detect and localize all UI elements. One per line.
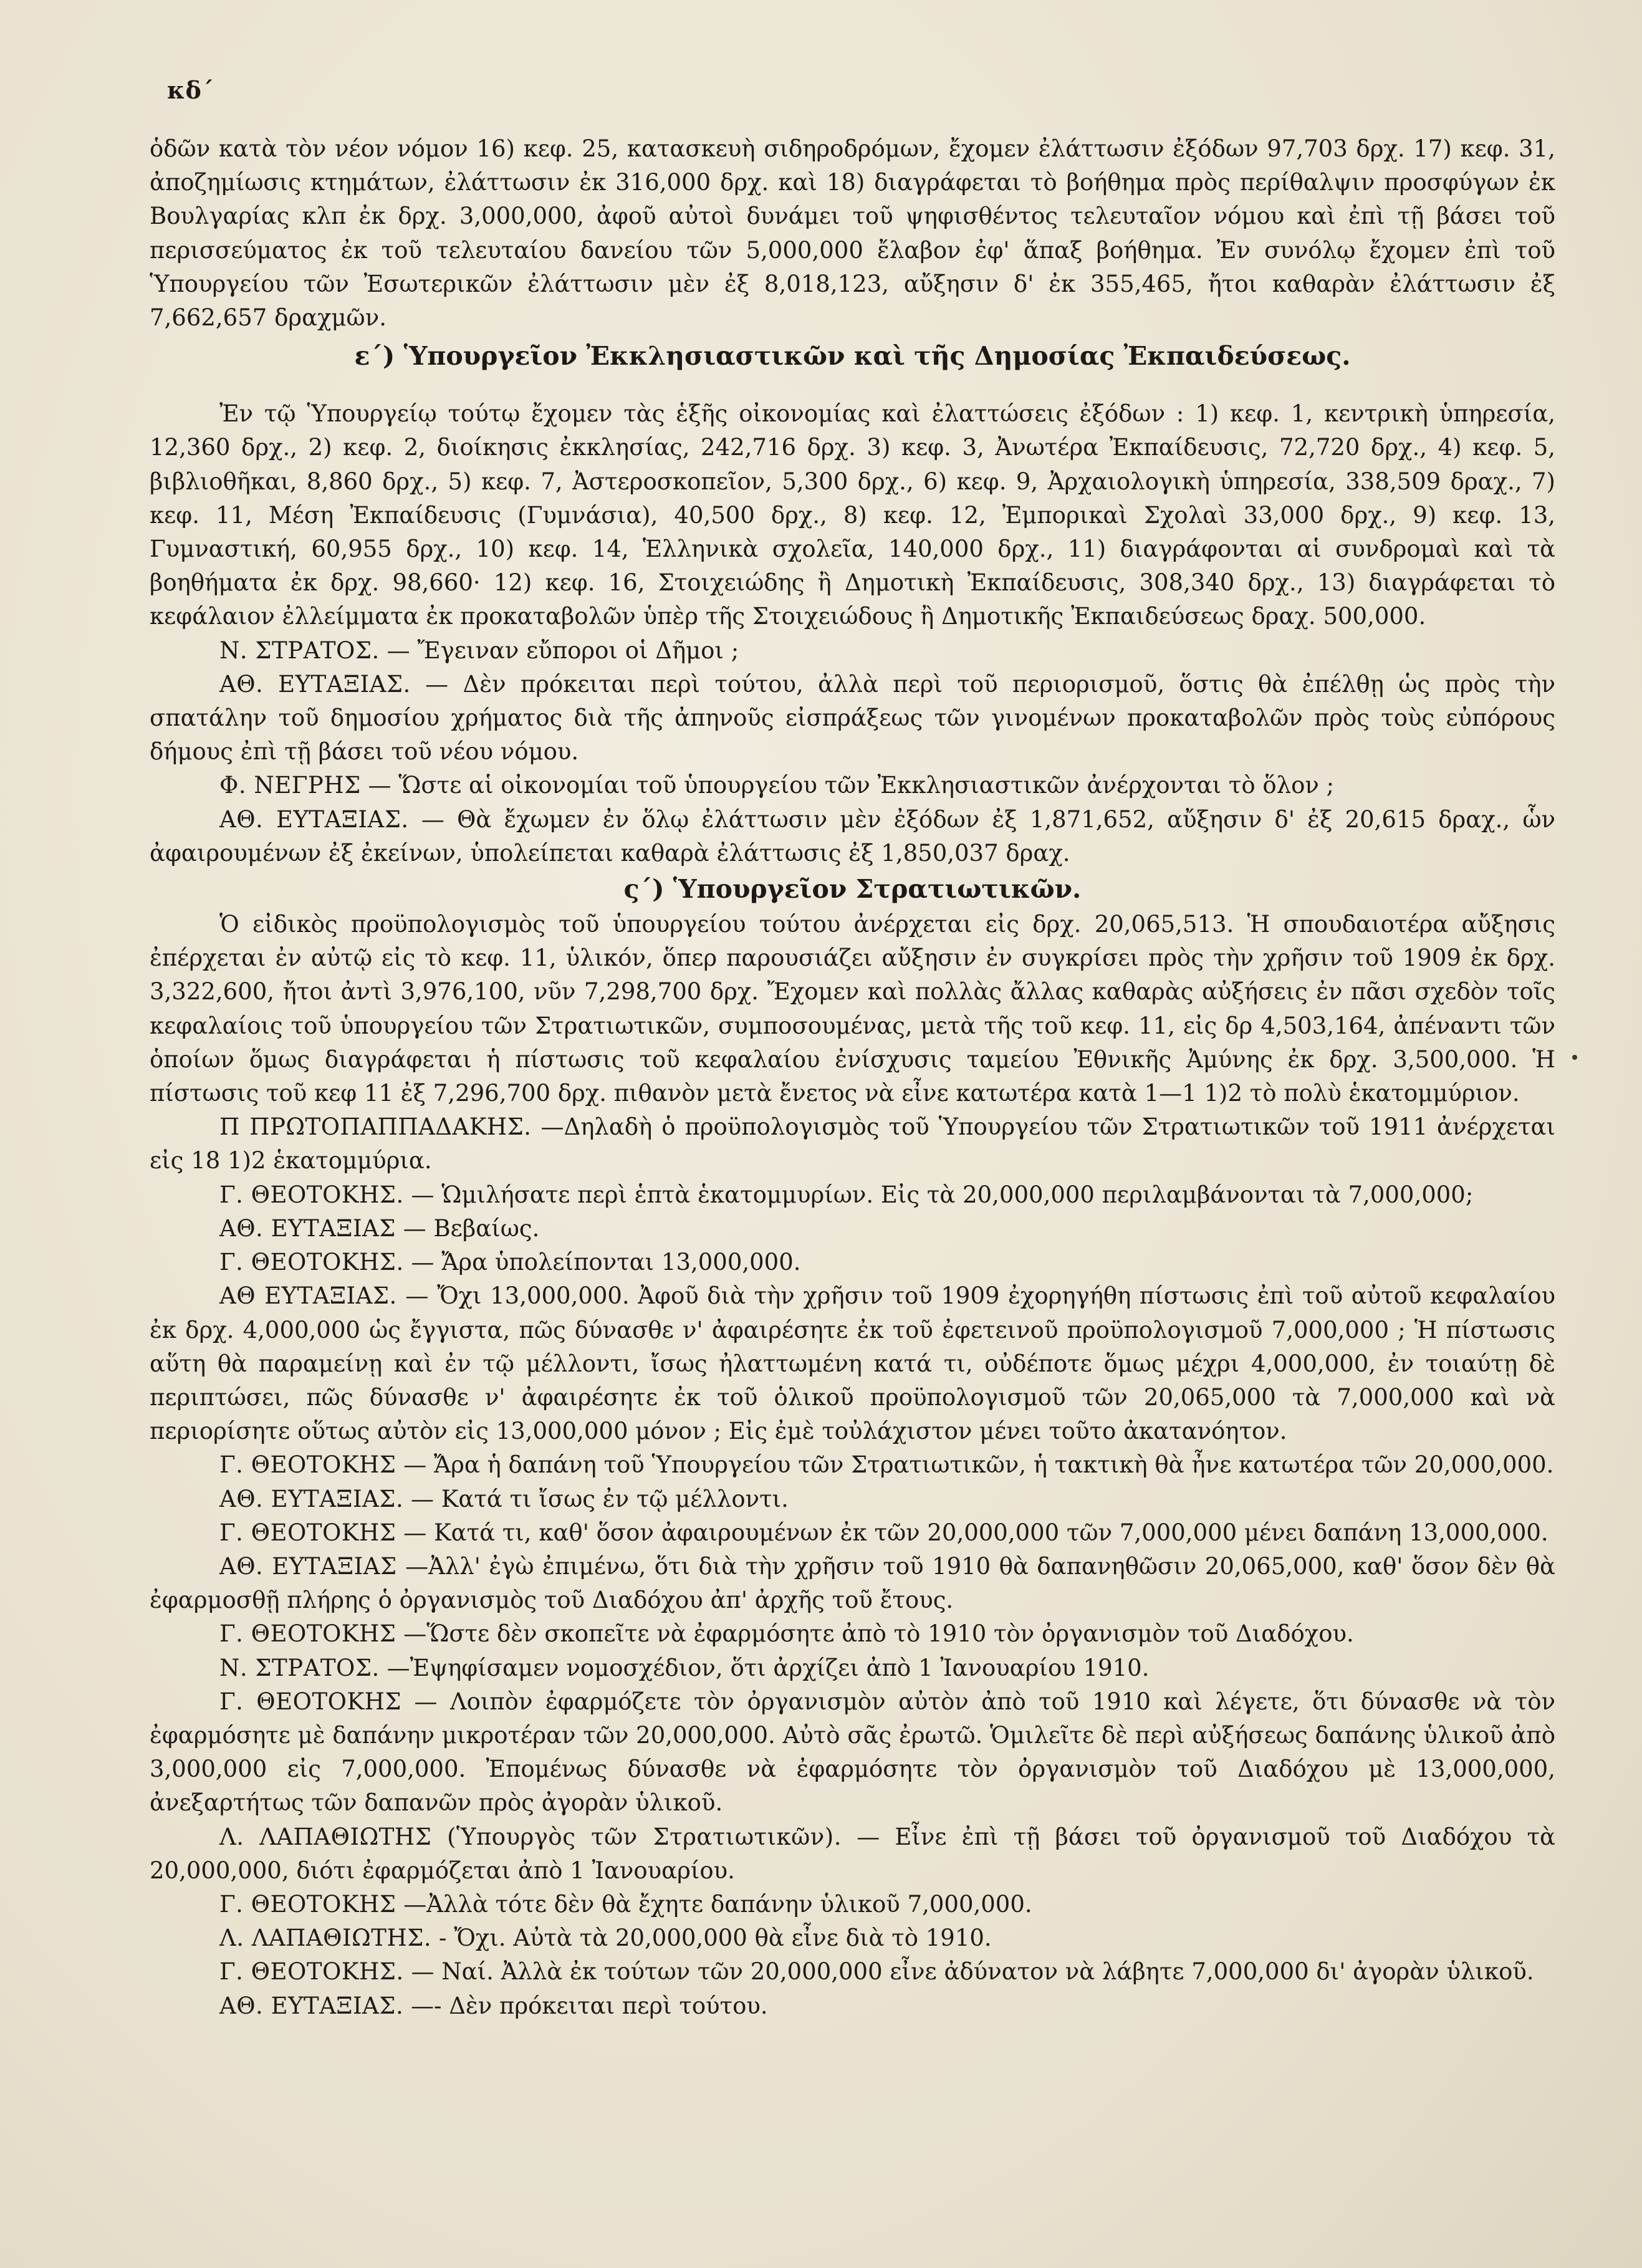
speaker-name: Γ. ΘΕΟΤΟΚΗΣ <box>219 1890 396 1918</box>
speech-text: — Βεβαίως. <box>403 1214 540 1242</box>
speech-text: — Ἄρα ὑπολείπονται 13,000,000. <box>411 1249 801 1276</box>
section-e-heading: ε΄) Ὑπουργεῖον Ἐκκλησιαστικῶν καὶ τῆς Δημοσίας Ἐκπαιδεύσεως. <box>354 341 1351 372</box>
speech <box>150 1516 1555 1550</box>
speech-text: — Δὲν πρόκειται περὶ τούτου, ἀλλὰ περὶ τοῦ περιορισμοῦ, ὅστις θὰ ἐπέλθῃ ὡς πρὸς τὴν σπατάλην τοῦ δημοσίου χρήματος διὰ τῆς ἀπηνοῦς εἰσπράξεως τῶν γινομένων προκαταβολῶν πρὸς τοὺς εὐπόρους δήμους ἐπὶ τῇ βάσει τοῦ νέου νόμου. <box>150 670 1556 766</box>
speech-text: —Ἀλλὰ τότε δὲν θὰ ἔχητε δαπάνην ὑλικοῦ 7,000,000. <box>403 1890 1032 1918</box>
continuation-paragraph: ὁδῶν κατὰ τὸν νέον νόμον 16) κεφ. 25, κατασκευὴ σιδηροδρόμων, ἔχομεν ἐλάττωσιν ἐξόδων 97,703 δρχ. 17) κεφ. 31, ἀποζημίωσις κτημάτων, ἐλάττωσιν ἐκ 316,000 δρχ. καὶ 18) διαγράφεται τὸ βοήθημα πρὸς περίθαλψιν προσφύγων ἐκ Βουλγαρίας κλπ ἐκ δρχ. 3,000,000, ἀφοῦ αὐτοὶ δυνάμει τοῦ ψηφισθέντος τελευταῖον νόμου καὶ ἐπὶ τῇ βάσει τοῦ περισσεύματος ἐκ τοῦ τελευταίου δανείου τῶν 5,000,000 ἔλαβον ἐφ' ἅπαξ βοήθημα. Ἐν συνόλῳ ἔχομεν ἐπὶ τοῦ Ὑπουργείου τῶν Ἐσωτερικῶν ἐλάττωσιν μὲν ἐξ 8,018,123, αὔξησιν δ' ἐκ 355,465, ἤτοι καθαρὰν ἐλάττωσιν ἐξ 7,662,657 δραχμῶν. <box>150 135 1555 332</box>
page-text <box>150 132 1555 2023</box>
speaker-name: Γ. ΘΕΟΤΟΚΗΣ <box>219 1451 396 1479</box>
speech-text: — Ὄχι 13,000,000. Ἀφοῦ διὰ τὴν χρῆσιν τοῦ 1909 ἐχορηγήθη πίστωσις ἐπὶ τοῦ αὐτοῦ κεφαλαίου ἐκ δρχ. 4,000,000 ὡς ἔγγιστα, πῶς δύνασθε ν' ἀφαιρέσητε ἐκ τοῦ ἐφετεινοῦ προϋπολογισμοῦ 7,000,000 ; Ἡ πίστωσις αὕτη θὰ παραμείνῃ καὶ ἐν τῷ μέλλοντι, ἴσως ἠλαττωμένη κατά τι, οὐδέποτε ὅμως μέχρι 4,000,000, ἐν τοιαύτῃ δὲ περιπτώσει, πῶς δύνασθε ν' ἀφαιρέσητε ἐκ τοῦ ὁλικοῦ προϋπολογισμοῦ τῶν 20,065,000 τὰ 7,000,000 καὶ νὰ περιορίσητε οὕτως αὐτὸν εἰς 13,000,000 μόνον ; Εἰς ἐμὲ τοὐλάχιστον μένει τοῦτο ἀκατανόητον. <box>150 1282 1555 1445</box>
speaker-name: Λ. ΛΑΠΑΘΙΩΤΗΣ. <box>219 1924 432 1952</box>
speaker-name: Ν. ΣΤΡΑΤΟΣ. <box>219 1654 380 1681</box>
speech <box>150 668 1555 769</box>
speaker-name: Φ. ΝΕΓΡΗΣ <box>219 772 361 799</box>
speech <box>150 1279 1555 1448</box>
speaker-name: ΑΘ. ΕΥΤΑΞΙΑΣ. <box>219 1485 404 1512</box>
speaker-name: Γ. ΘΕΟΤΟΚΗΣ. <box>219 1958 404 1986</box>
speech-text: — Κατά τι, καθ' ὅσον ἀφαιρουμένων ἐκ τῶν 20,000,000 τῶν 7,000,000 μένει δαπάνη 13,000,000. <box>403 1519 1548 1546</box>
speech-text: —Ὥστε δὲν σκοπεῖτε νὰ ἐφαρμόσητε ἀπὸ τὸ 1910 τὸν ὀργανισμὸν τοῦ Διαδόχου. <box>403 1620 1354 1648</box>
speech-text: — Ὥστε αἱ οἰκονομίαι τοῦ ὑπουργείου τῶν Ἐκκλησιαστικῶν ἀνέρχονται τὸ ὅλον ; <box>368 772 1335 799</box>
page-number: κδ΄ <box>167 76 214 104</box>
speech-text: — Ὡμιλήσατε περὶ ἑπτὰ ἑκατομμυρίων. Εἰς τὰ 20,000,000 περιλαμβάνονται τὰ 7,000,000; <box>411 1181 1474 1208</box>
speech <box>150 1482 1555 1516</box>
section-st-body: Ὁ εἰδικὸς προϋπολογισμὸς τοῦ ὑπουργείου τούτου ἀνέρχεται εἰς δρχ. 20,065,513. Ἡ σπουδαιοτέρα αὔξησις ἐπέρχεται ἐν αὐτῷ εἰς τὸ κεφ. 11, ὑλικόν, ὅπερ παρουσιάζει αὔξησιν ἐν συγκρίσει πρὸς τὴν χρῆσιν τοῦ 1909 ἐκ δρχ. 3,322,600, ἤτοι ἀντὶ 3,976,100, νῦν 7,298,700 δρχ. Ἔχομεν καὶ πολλὰς ἄλλας καθαρὰς αὐξήσεις ἐν πᾶσι σχεδὸν τοῖς κεφαλαίοις τοῦ ὑπουργείου τῶν Στρατιωτικῶν, συμποσουμένας, μετὰ τῆς τοῦ κεφ. 11, εἰς δρ 4,503,164, ἀπέναντι τῶν ὁποίων ὅμως διαγράφεται ἡ πίστωσις τοῦ κεφαλαίου ἐνίσχυσις ταμείου Ἐθνικῆς Ἀμύνης ἐκ δρχ. 3,500,000. Ἡ πίστωσις τοῦ κεφ 11 ἐξ 7,296,700 δρχ. πιθανὸν μετὰ ἔνετος νὰ εἶνε κατωτέρα κατὰ 1—1 1)2 τὸ πολὺ ἑκατομμύριον. <box>150 911 1555 1107</box>
speech-text: —Ἐψηφίσαμεν νομοσχέδιον, ὅτι ἀρχίζει ἀπὸ 1 Ἰανουαρίου 1910. <box>386 1654 1150 1681</box>
speech <box>150 1685 1555 1820</box>
speech-text: —Ἀλλ' ἐγὼ ἐπιμένω, ὅτι διὰ τὴν χρῆσιν τοῦ 1910 θὰ δαπανηθῶσιν 20,065,000, καθ' ὅσον δὲν θὰ ἐφαρμοσθῇ πλήρης ὁ ὀργανισμὸς τοῦ Διαδόχου ἀπ' ἀρχῆς τοῦ ἔτους. <box>150 1552 1556 1614</box>
speech <box>150 1178 1555 1212</box>
speaker-name: Γ. ΘΕΟΤΟΚΗΣ. <box>219 1249 404 1276</box>
speech-text: — Θὰ ἔχωμεν ἐν ὅλῳ ἐλάττωσιν μὲν ἐξόδων ἐξ 1,871,652, αὔξησιν δ' ἐξ 20,615 δραχ., ὧν ἀφαιρουμένων ἐξ ἐκείνων, ὑπολείπεται καθαρὰ ἐλάττωσις ἐξ 1,850,037 δραχ. <box>150 805 1556 867</box>
speaker-name: Γ. ΘΕΟΤΟΚΗΣ <box>219 1519 396 1546</box>
speech <box>150 1246 1555 1279</box>
speech <box>150 1989 1555 2023</box>
speech <box>150 1820 1555 1888</box>
speaker-name: ΑΘ. ΕΥΤΑΞΙΑΣ. <box>219 1992 404 2019</box>
speech-text: —- Δὲν πρόκειται περὶ τούτου. <box>410 1992 768 2019</box>
margin-dot <box>1572 1055 1577 1060</box>
speech <box>150 1110 1555 1178</box>
speech <box>150 1651 1555 1685</box>
speech-text: - Ὄχι. Αὐτὰ τὰ 20,000,000 θὰ εἶνε διὰ τὸ 1910. <box>438 1924 992 1952</box>
speech-text: — Ναί. Ἀλλὰ ἐκ τούτων τῶν 20,000,000 εἶνε ἀδύνατον νὰ λάβητε 7,000,000 δι' ἀγορὰν ὑλικοῦ. <box>411 1958 1534 1986</box>
speech <box>150 1448 1555 1482</box>
speech <box>150 769 1555 802</box>
speaker-name: ΑΘ. ΕΥΤΑΞΙΑΣ <box>219 1552 397 1580</box>
speech-text: —Δηλαδὴ ὁ προϋπολογισμὸς τοῦ Ὑπουργείου τῶν Στρατιωτικῶν τοῦ 1911 ἀνέρχεται εἰς 18 1)2 ἑκατομμύρια. <box>150 1113 1556 1175</box>
speech-text: — Εἶνε ἐπὶ τῇ βάσει τοῦ ὀργανισμοῦ τοῦ Διαδόχου τὰ 20,000,000, διότι ἐφαρμόζεται ἀπὸ 1 Ἰανουαρίου. <box>150 1823 1555 1884</box>
speech <box>150 1212 1555 1246</box>
speech <box>150 1955 1555 1989</box>
speech <box>150 1888 1555 1921</box>
speech <box>150 634 1555 668</box>
section-e-body: Ἐν τῷ Ὑπουργείῳ τούτῳ ἔχομεν τὰς ἑξῆς οἰκονομίας καὶ ἐλαττώσεις ἐξόδων : 1) κεφ. 1, κεντρικὴ ὑπηρεσία, 12,360 δρχ., 2) κεφ. 2, διοίκησις ἐκκλησίας, 242,716 δρχ. 3) κεφ. 3, Ἀνωτέρα Ἐκπαίδευσις, 72,720 δρχ., 4) κεφ. 5, βιβλιοθῆκαι, 8,860 δρχ., 5) κεφ. 7, Ἀστεροσκοπεῖον, 5,300 δρχ., 6) κεφ. 9, Ἀρχαιολογικὴ ὑπηρεσία, 338,509 δραχ., 7) κεφ. 11, Μέση Ἐκπαίδευσις (Γυμνάσια), 40,500 δρχ., 8) κεφ. 12, Ἐμπορικαὶ Σχολαὶ 33,000 δρχ., 9) κεφ. 13, Γυμναστική, 60,955 δρχ., 10) κεφ. 14, Ἑλληνικὰ σχολεῖα, 140,000 δρχ., 11) διαγράφονται αἱ συνδρομαὶ καὶ τὰ βοηθήματα ἐκ δρχ. 98,660· 12) κεφ. 16, Στοιχειώδης ἢ Δημοτικὴ Ἐκπαίδευσις, 308,340 δρχ., 13) διαγράφεται τὸ κεφάλαιον ἐλλείμματα ἐκ προκαταβολῶν ὑπὲρ τῆς Στοιχειώδους ἢ Δημοτικῆς Ἐκπαιδεύσεως δραχ. 500,000. <box>150 400 1555 630</box>
speech-text: — Κατά τι ἴσως ἐν τῷ μέλλοντι. <box>410 1485 789 1512</box>
speech <box>150 803 1555 870</box>
speaker-name: Γ. ΘΕΟΤΟΚΗΣ <box>219 1688 402 1715</box>
speech <box>150 1617 1555 1651</box>
speech <box>150 1921 1555 1955</box>
speaker-name: ΑΘ. ΕΥΤΑΞΙΑΣ <box>219 1214 396 1242</box>
speaker-name: Γ. ΘΕΟΤΟΚΗΣ <box>219 1620 396 1648</box>
speaker-name: ΑΘ. ΕΥΤΑΞΙΑΣ. <box>219 670 411 698</box>
speaker-name: Π ΠΡΩΤΟΠΑΠΠΑΔΑΚΗΣ. <box>219 1113 532 1141</box>
speech-text: — Ἔγειναν εὔποροι οἱ Δῆμοι ; <box>386 637 739 664</box>
section-st-heading: ς΄) Ὑπουργεῖον Στρατιωτικῶν. <box>623 874 1082 905</box>
speaker-name: Ν. ΣΤΡΑΤΟΣ. <box>219 637 380 664</box>
speaker-name: ΑΘ ΕΥΤΑΞΙΑΣ. <box>219 1282 397 1310</box>
speech-text: — Ἄρα ἡ δαπάνη τοῦ Ὑπουργείου τῶν Στρατιωτικῶν, ἡ τακτικὴ θὰ ἦνε κατωτέρα τῶν 20,000,000. <box>403 1451 1554 1479</box>
speech-text: — Λοιπὸν ἐφαρμόζετε τὸν ὀργανισμὸν αὐτὸν ἀπὸ τοῦ 1910 καὶ λέγετε, ὅτι δύνασθε νὰ τὸν ἐφαρμόσητε μὲ δαπάνην μικροτέραν τῶν 20,000,000. Αὐτὸ σᾶς ἐρωτῶ. Ὁμιλεῖτε δὲ περὶ αὐξήσεως δαπάνης ὑλικοῦ ἀπὸ 3,000,000 εἰς 7,000,000. Ἐπομένως δύνασθε νὰ ἐφαρμόσητε τὸν ὀργανισμὸν τοῦ Διαδόχου μὲ 13,000,000, ἀνεξαρτήτως τῶν δαπανῶν πρὸς ἀγορὰν ὑλικοῦ. <box>150 1688 1556 1817</box>
speaker-name: Γ. ΘΕΟΤΟΚΗΣ. <box>219 1181 404 1208</box>
speaker-name: ΑΘ. ΕΥΤΑΞΙΑΣ. <box>219 805 409 833</box>
speaker-name: Λ. ΛΑΠΑΘΙΩΤΗΣ (Ὑπουργὸς τῶν Στρατιωτικῶν). <box>219 1823 842 1850</box>
speech <box>150 1550 1555 1617</box>
